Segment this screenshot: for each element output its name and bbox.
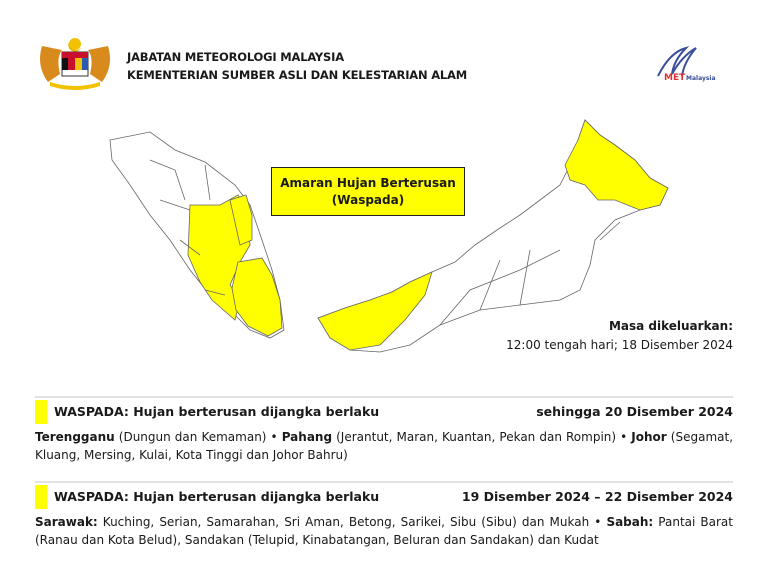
callout-level: (Waspada): [331, 192, 405, 207]
warning-heading: [54, 404, 733, 419]
warning-areas: [35, 513, 733, 549]
warning-heading: [54, 489, 733, 504]
warning-period: 19 Disember 2024 – 22 Disember 2024: [461, 489, 733, 504]
state-name: Pahang: [281, 430, 333, 444]
warning-title: WASPADA: Hujan berterusan dijangka berlaku: [54, 489, 380, 504]
warning-period: sehingga 20 Disember 2024: [536, 404, 733, 419]
districts: (Dungun dan Kemaman) •: [114, 430, 282, 444]
yellow-level-marker: [35, 485, 47, 509]
districts: Kuching, Serian, Samarahan, Sri Aman, Betong, Sarikei, Sibu (Sibu) dan Mukah •: [97, 515, 607, 529]
state-name: Sabah:: [606, 515, 654, 529]
issued-label: Masa dikeluarkan:: [608, 319, 733, 333]
svg-text:Malaysia: Malaysia: [686, 75, 716, 82]
state-name: Sarawak:: [35, 515, 98, 529]
districts: (Segamat, Kluang, Mersing, Kulai, Kota Tinggi dan Johor Bahru): [35, 430, 734, 462]
agency-name: JABATAN METEOROLOGI MALAYSIA: [127, 50, 344, 64]
districts: Pantai Barat (Ranau dan Kota Belud), Sandakan (Telupid, Kinabatangan, Beluran dan Sandakan) dan Kudat: [35, 515, 733, 547]
ministry-name: KEMENTERIAN SUMBER ASLI DAN KELESTARIAN ALAM: [127, 68, 467, 82]
map-callout: [271, 167, 465, 216]
state-name: Terengganu: [35, 430, 115, 444]
malaysia-coat-of-arms-logo: [34, 36, 116, 90]
issued-value: 12:00 tengah hari; 18 Disember 2024: [506, 338, 733, 352]
yellow-level-marker: [35, 400, 47, 424]
districts: (Jerantut, Maran, Kuantan, Pekan dan Rompin) •: [332, 430, 632, 444]
issued-time: [506, 317, 733, 355]
met-malaysia-logo: [652, 46, 732, 84]
svg-text:MET: MET: [664, 73, 686, 83]
warning-title: WASPADA: Hujan berterusan dijangka berlaku: [54, 404, 380, 419]
peninsular-malaysia: [110, 132, 284, 338]
divider: [35, 481, 733, 483]
callout-title: Amaran Hujan Berterusan: [280, 175, 456, 190]
state-name: Johor: [631, 430, 667, 444]
warning-areas: [35, 428, 733, 464]
divider: [35, 396, 733, 398]
